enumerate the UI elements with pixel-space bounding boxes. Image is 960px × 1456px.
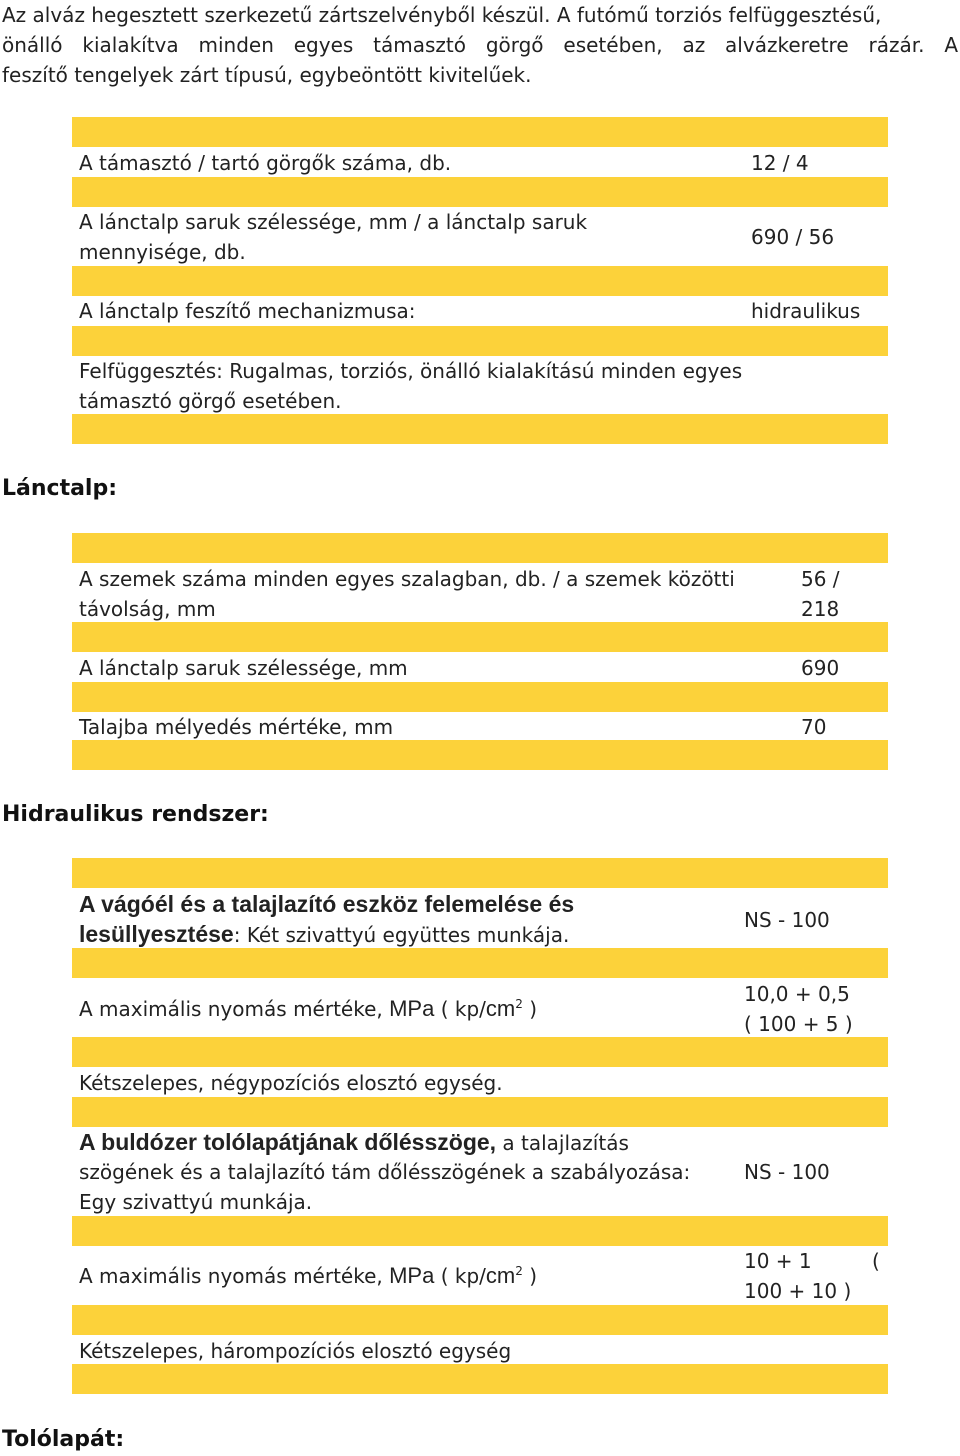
blade-lift-bold-1: A vágóél és a talajlazító eszköz felemelése és xyxy=(79,891,575,917)
section-heading-track: Lánctalp: xyxy=(2,476,118,501)
row-value-tensioner: hidraulikus xyxy=(751,299,861,323)
intro-line-2 xyxy=(2,30,958,60)
table-band xyxy=(72,682,888,712)
row-value-track-width: 690 xyxy=(801,656,840,680)
intro-line-2-text: önálló kialakítva minden egyes támasztó görgő esetében, az alvázkeretre rázár. A xyxy=(2,33,958,57)
blade-tilt-value: NS - 100 xyxy=(744,1160,830,1184)
table-band xyxy=(72,1305,888,1335)
blade-lift-line-1 xyxy=(79,889,574,920)
row-label-shoe-width-1: A lánctalp saruk szélessége, mm / a lánctalp saruk xyxy=(79,210,588,234)
table-band xyxy=(72,740,888,770)
valve-2: Kétszelepes, hárompozíciós elosztó egység xyxy=(79,1339,512,1363)
table-band xyxy=(72,622,888,652)
row-label-links-2: távolság, mm xyxy=(79,597,216,621)
pressure-2-value-1b: ( xyxy=(872,1249,880,1273)
row-label-track-width: A lánctalp saruk szélessége, mm xyxy=(79,656,408,680)
table-band xyxy=(72,533,888,563)
pressure-1-label-a: A maximális nyomás mértéke, xyxy=(79,997,390,1021)
pressure-2-sup: 2 xyxy=(515,1264,523,1278)
table-band xyxy=(72,326,888,356)
pressure-1-cm: cm xyxy=(485,996,516,1021)
pressure-2-label-b: ( kp/ xyxy=(434,1264,486,1288)
row-label-ground-depth: Talajba mélyedés mértéke, mm xyxy=(79,715,394,739)
row-value-rollers: 12 / 4 xyxy=(751,151,809,175)
row-value-ground-depth: 70 xyxy=(801,715,827,739)
pressure-1-label-b: ( kp/ xyxy=(434,997,486,1021)
table-band xyxy=(72,266,888,296)
table-band xyxy=(72,1037,888,1067)
pressure-2-label-c: ) xyxy=(522,1264,538,1288)
intro-line-1: Az alváz hegesztett szerkezetű zártszelvényből készül. A futómű torziós felfüggesztésű, xyxy=(2,3,882,27)
blade-lift-text-2: : Két szivattyú együttes munkája. xyxy=(233,923,570,947)
row-value-links-2: 218 xyxy=(801,597,840,621)
valve-1: Kétszelepes, négypozíciós elosztó egység. xyxy=(79,1071,503,1095)
row-label-shoe-width-2: mennyisége, db. xyxy=(79,240,246,264)
table-band xyxy=(72,1097,888,1127)
pressure-1-mpa: MPa xyxy=(389,996,435,1021)
section-heading-hydraulic: Hidraulikus rendszer: xyxy=(2,802,269,827)
blade-tilt-line-2: szögének és a talajlazító tám dőlésszögének a szabályozása: xyxy=(79,1160,691,1184)
blade-tilt-line-1 xyxy=(79,1127,629,1158)
pressure-1-label xyxy=(79,994,537,1024)
blade-tilt-bold: A buldózer tolólapátjának dőlésszöge, xyxy=(79,1129,497,1155)
intro-line-3: feszítő tengelyek zárt típusú, egybeöntött kivitelűek. xyxy=(2,63,532,87)
row-value-links-1: 56 / xyxy=(801,567,840,591)
table-band xyxy=(72,1216,888,1246)
table-band xyxy=(72,177,888,207)
section-heading-blade: Tolólapát: xyxy=(2,1427,125,1452)
table-band xyxy=(72,858,888,888)
blade-tilt-text-1: a talajlazítás xyxy=(496,1131,629,1155)
pressure-1-value-2: ( 100 + 5 ) xyxy=(744,1012,853,1036)
pressure-2-value-2: 100 + 10 ) xyxy=(744,1279,852,1303)
pressure-2-mpa: MPa xyxy=(389,1263,435,1288)
blade-tilt-line-3: Egy szivattyú munkája. xyxy=(79,1190,313,1214)
table-band xyxy=(72,414,888,444)
suspension-line-1: Felfüggesztés: Rugalmas, torziós, önálló kialakítású minden egyes xyxy=(79,359,743,383)
blade-lift-bold-2: lesüllyesztése xyxy=(79,921,234,947)
blade-lift-line-2 xyxy=(79,919,569,950)
row-label-rollers: A támasztó / tartó görgők száma, db. xyxy=(79,151,452,175)
pressure-1-value-1: 10,0 + 0,5 xyxy=(744,982,850,1006)
pressure-2-label-a: A maximális nyomás mértéke, xyxy=(79,1264,390,1288)
table-band xyxy=(72,1364,888,1394)
pressure-1-label-c: ) xyxy=(522,997,538,1021)
pressure-2-value-1: 10 + 1 xyxy=(744,1249,812,1273)
row-label-links-1: A szemek száma minden egyes szalagban, db. / a szemek közötti xyxy=(79,567,735,591)
table-band xyxy=(72,948,888,978)
table-band xyxy=(72,117,888,147)
suspension-line-2: támasztó görgő esetében. xyxy=(79,389,342,413)
row-label-tensioner: A lánctalp feszítő mechanizmusa: xyxy=(79,299,416,323)
row-value-shoe-width: 690 / 56 xyxy=(751,225,835,249)
pressure-2-label xyxy=(79,1261,537,1291)
blade-lift-value: NS - 100 xyxy=(744,908,830,932)
pressure-2-cm: cm xyxy=(485,1263,516,1288)
pressure-1-sup: 2 xyxy=(515,997,523,1011)
